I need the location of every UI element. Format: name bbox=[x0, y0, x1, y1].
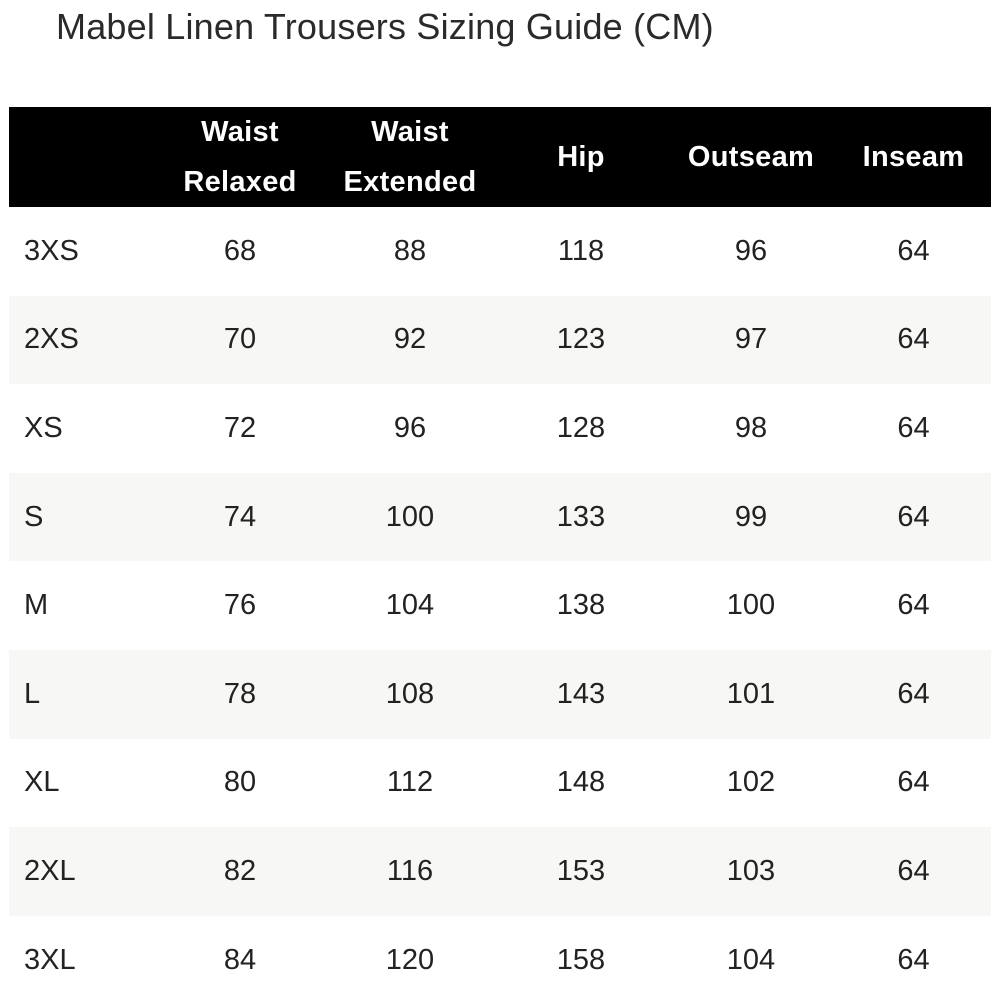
header-row bbox=[9, 107, 991, 207]
table-row bbox=[9, 916, 991, 1004]
waist-relaxed-cell: 72 bbox=[223, 411, 257, 444]
outseam-cell: 97 bbox=[734, 323, 768, 356]
table-row bbox=[9, 650, 991, 739]
header-size bbox=[9, 107, 156, 207]
outseam-cell: 103 bbox=[726, 854, 776, 887]
page-title: Mabel Linen Trousers Sizing Guide (CM) bbox=[56, 6, 714, 47]
hip-cell: 118 bbox=[557, 234, 605, 267]
size-cell: 2XL bbox=[24, 854, 76, 887]
header-inseam bbox=[836, 107, 991, 207]
inseam-cell: 64 bbox=[897, 589, 930, 622]
waist-relaxed-cell: 68 bbox=[223, 234, 257, 267]
hip-cell: 128 bbox=[556, 411, 606, 444]
size-cell: S bbox=[24, 500, 44, 533]
waist-extended-cell: 104 bbox=[385, 589, 435, 622]
table-row bbox=[9, 473, 991, 562]
hip-cell: 143 bbox=[556, 677, 606, 710]
size-cell: 3XS bbox=[24, 234, 79, 267]
inseam-cell: 64 bbox=[897, 411, 930, 444]
size-cell: XL bbox=[24, 766, 60, 799]
outseam-cell: 102 bbox=[726, 766, 776, 799]
outseam-cell: 100 bbox=[726, 589, 776, 622]
waist-relaxed-cell: 76 bbox=[223, 589, 257, 622]
inseam-cell: 64 bbox=[897, 234, 930, 267]
size-cell: 3XL bbox=[24, 943, 76, 976]
outseam-cell: 104 bbox=[726, 943, 776, 976]
table-row bbox=[9, 296, 991, 385]
table-row bbox=[9, 207, 991, 296]
header-outseam bbox=[666, 107, 836, 207]
waist-extended-cell: 96 bbox=[393, 411, 427, 444]
header-waist-extended bbox=[324, 107, 496, 207]
waist-extended-cell: 120 bbox=[385, 943, 435, 976]
table-body bbox=[9, 207, 991, 1004]
waist-relaxed-cell: 70 bbox=[223, 323, 257, 356]
header-hip bbox=[496, 107, 666, 207]
outseam-cell: 101 bbox=[726, 677, 776, 710]
waist-extended-cell: 108 bbox=[385, 677, 435, 710]
waist-extended-cell: 100 bbox=[385, 500, 435, 533]
hip-cell: 153 bbox=[556, 854, 606, 887]
waist-relaxed-cell: 80 bbox=[223, 766, 257, 799]
hip-cell: 138 bbox=[556, 589, 606, 622]
table-row bbox=[9, 384, 991, 473]
header-label: Inseam bbox=[862, 141, 965, 173]
outseam-cell: 98 bbox=[734, 411, 768, 444]
waist-extended-cell: 112 bbox=[386, 766, 434, 799]
table-row bbox=[9, 739, 991, 828]
waist-relaxed-cell: 84 bbox=[223, 943, 257, 976]
inseam-cell: 64 bbox=[897, 943, 930, 976]
table-row bbox=[9, 827, 991, 916]
inseam-cell: 64 bbox=[897, 500, 930, 533]
hip-cell: 158 bbox=[556, 943, 606, 976]
size-cell: M bbox=[24, 589, 49, 622]
size-cell: L bbox=[24, 677, 41, 710]
header-label: Extended bbox=[343, 166, 477, 198]
hip-cell: 148 bbox=[556, 766, 606, 799]
inseam-cell: 64 bbox=[897, 854, 930, 887]
inseam-cell: 64 bbox=[897, 677, 930, 710]
header-label: Outseam bbox=[687, 141, 815, 173]
header-label: Relaxed bbox=[183, 166, 297, 198]
waist-relaxed-cell: 78 bbox=[223, 677, 257, 710]
header-label: Waist bbox=[371, 116, 449, 148]
size-cell: XS bbox=[24, 411, 63, 444]
inseam-cell: 64 bbox=[897, 766, 930, 799]
header-waist-relaxed bbox=[156, 107, 324, 207]
inseam-cell: 64 bbox=[897, 323, 930, 356]
hip-cell: 123 bbox=[556, 323, 606, 356]
waist-relaxed-cell: 74 bbox=[223, 500, 257, 533]
sizing-table bbox=[9, 107, 991, 1004]
header-label: Hip bbox=[557, 141, 605, 173]
header-label: Waist bbox=[201, 116, 279, 148]
waist-extended-cell: 116 bbox=[386, 854, 434, 887]
size-cell: 2XS bbox=[24, 323, 79, 356]
outseam-cell: 99 bbox=[734, 500, 768, 533]
hip-cell: 133 bbox=[556, 500, 606, 533]
table-header bbox=[9, 107, 991, 207]
outseam-cell: 96 bbox=[734, 234, 768, 267]
waist-extended-cell: 88 bbox=[393, 234, 427, 267]
waist-relaxed-cell: 82 bbox=[223, 854, 257, 887]
waist-extended-cell: 92 bbox=[393, 323, 427, 356]
table-row bbox=[9, 561, 991, 650]
